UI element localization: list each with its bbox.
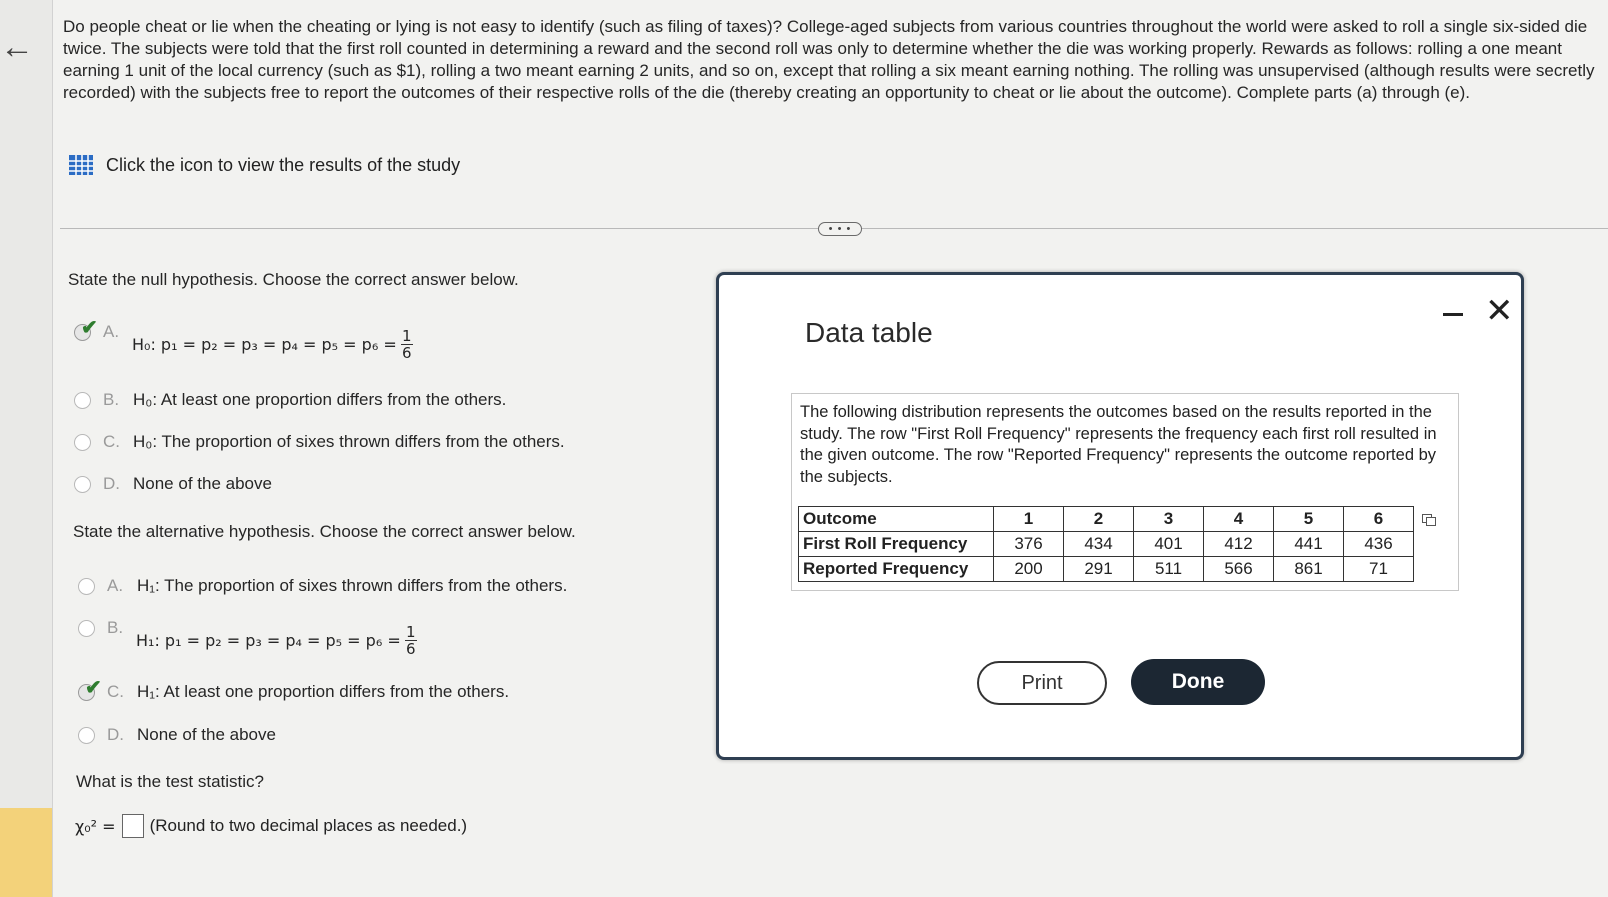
null-option-a[interactable] <box>74 317 133 342</box>
alt-hypothesis-question: State the alternative hypothesis. Choose the correct answer below. <box>73 522 576 541</box>
expand-more-button[interactable]: • • • <box>818 222 862 236</box>
table-cell: Reported Frequency <box>799 557 994 582</box>
null-c-text: H₀: The proportion of sixes thrown differs from the others. <box>133 432 565 451</box>
alt-option-a[interactable] <box>78 576 567 596</box>
null-a-text: H₀: p₁ = p₂ = p₃ = p₄ = p₅ = p₆ = <box>132 335 397 354</box>
checkmark-icon: ✔ <box>85 677 102 699</box>
radio-alt-c[interactable] <box>78 677 102 701</box>
checkmark-icon: ✔ <box>81 317 98 339</box>
fraction-numerator: 1 <box>401 327 412 345</box>
null-option-a-formula <box>132 328 413 361</box>
copy-table-icon[interactable] <box>1422 514 1436 526</box>
table-cell: 6 <box>1344 507 1414 532</box>
table-cell: 412 <box>1204 532 1274 557</box>
option-letter: A. <box>103 322 120 341</box>
frequency-table <box>798 506 1414 582</box>
table-cell: 291 <box>1064 557 1134 582</box>
fraction-one-sixth <box>401 328 413 361</box>
table-cell: 71 <box>1344 557 1414 582</box>
null-hypothesis-question: State the null hypothesis. Choose the correct answer below. <box>68 270 519 289</box>
table-cell: 511 <box>1134 557 1204 582</box>
table-cell: Outcome <box>799 507 994 532</box>
option-letter: C. <box>107 682 124 701</box>
option-letter: B. <box>103 390 120 409</box>
null-option-c[interactable] <box>74 432 565 452</box>
alt-option-b[interactable] <box>78 618 137 638</box>
radio-null-a[interactable] <box>74 317 98 341</box>
problem-intro: Do people cheat or lie when the cheating or lying is not easy to identify (such as filing of taxes)? College-aged subjects from various countries throughout the world were asked to roll a single six-sided die twice. The subjects were told that the first roll counted in determining a reward and the second roll was only to determine whether the die was working properly. Rewards as follows: rolling a one meant earning 1 unit of the local currency (such as $1), rolling a two meant earning 2 units, and so on, except that rolling a six meant earning nothing. The rolling was unsupervised (although results were secretly recorded) with the subjects free to report the outcomes of their respective rolls of the die (thereby creating an opportunity to cheat or lie about the outcome). Complete parts (a) through (e). <box>63 17 1595 102</box>
option-letter: A. <box>107 576 124 595</box>
radio-alt-b[interactable] <box>78 620 95 637</box>
chi-square-label: χ₀² = <box>75 816 116 836</box>
alt-a-text: H₁: The proportion of sixes thrown differs from the others. <box>137 576 568 595</box>
sidebar-highlight <box>0 808 52 897</box>
table-cell: 200 <box>994 557 1064 582</box>
table-cell: 401 <box>1134 532 1204 557</box>
fraction-denominator: 6 <box>405 640 416 658</box>
null-option-d[interactable] <box>74 474 272 494</box>
fraction-numerator: 1 <box>405 623 416 641</box>
table-cell: 861 <box>1274 557 1344 582</box>
print-button[interactable]: Print <box>977 661 1107 705</box>
table-cell: 3 <box>1134 507 1204 532</box>
radio-null-c[interactable] <box>74 434 91 451</box>
alt-option-b-formula <box>136 624 417 657</box>
view-results-text[interactable]: Click the icon to view the results of the study <box>106 154 461 175</box>
view-results-link[interactable] <box>68 154 460 176</box>
test-statistic-input[interactable] <box>122 814 144 838</box>
radio-null-b[interactable] <box>74 392 91 409</box>
test-statistic-question: What is the test statistic? <box>76 772 265 791</box>
table-cell: 1 <box>994 507 1064 532</box>
data-table-dialog <box>716 272 1524 760</box>
back-arrow-icon[interactable]: ← <box>0 28 34 66</box>
info-box <box>791 393 1459 591</box>
table-header-row <box>799 507 1414 532</box>
table-cell: 566 <box>1204 557 1274 582</box>
option-letter: B. <box>107 618 124 637</box>
rounding-note: (Round to two decimal places as needed.) <box>149 816 468 835</box>
table-cell: First Roll Frequency <box>799 532 994 557</box>
close-icon[interactable]: ✕ <box>1485 292 1514 330</box>
fraction-one-sixth <box>405 624 417 657</box>
alt-c-text: H₁: At least one proportion differs from the others. <box>137 682 510 701</box>
table-row <box>799 557 1414 582</box>
table-cell: 4 <box>1204 507 1274 532</box>
table-cell: 441 <box>1274 532 1344 557</box>
table-cell: 376 <box>994 532 1064 557</box>
test-statistic-answer <box>75 814 467 838</box>
table-cell: 436 <box>1344 532 1414 557</box>
dialog-title: Data table <box>805 317 933 348</box>
option-letter: D. <box>103 474 120 493</box>
table-cell: 434 <box>1064 532 1134 557</box>
table-cell: 2 <box>1064 507 1134 532</box>
table-row <box>799 532 1414 557</box>
table-description: The following distribution represents the outcomes based on the results reported in the study. The row "First Roll Frequency" represents the frequency each first roll resulted in the given outcome. The row "Reported Frequency" represents the outcome reported by the subjects. <box>800 403 1437 486</box>
alt-b-text: H₁: p₁ = p₂ = p₃ = p₄ = p₅ = p₆ = <box>136 631 401 650</box>
done-button[interactable]: Done <box>1131 659 1265 705</box>
null-b-text: H₀: At least one proportion differs from the others. <box>133 390 507 409</box>
radio-alt-d[interactable] <box>78 727 95 744</box>
option-letter: D. <box>107 725 124 744</box>
option-letter: C. <box>103 432 120 451</box>
fraction-denominator: 6 <box>401 344 412 362</box>
radio-alt-a[interactable] <box>78 578 95 595</box>
table-cell: 5 <box>1274 507 1344 532</box>
null-d-text: None of the above <box>133 474 272 493</box>
left-sidebar <box>0 0 53 897</box>
alt-option-c[interactable] <box>78 677 510 702</box>
alt-d-text: None of the above <box>137 725 276 744</box>
table-grid-icon[interactable] <box>68 154 94 176</box>
alt-option-d[interactable] <box>78 725 276 745</box>
radio-null-d[interactable] <box>74 476 91 493</box>
null-option-b[interactable] <box>74 390 506 410</box>
minimize-icon[interactable] <box>1443 313 1463 316</box>
